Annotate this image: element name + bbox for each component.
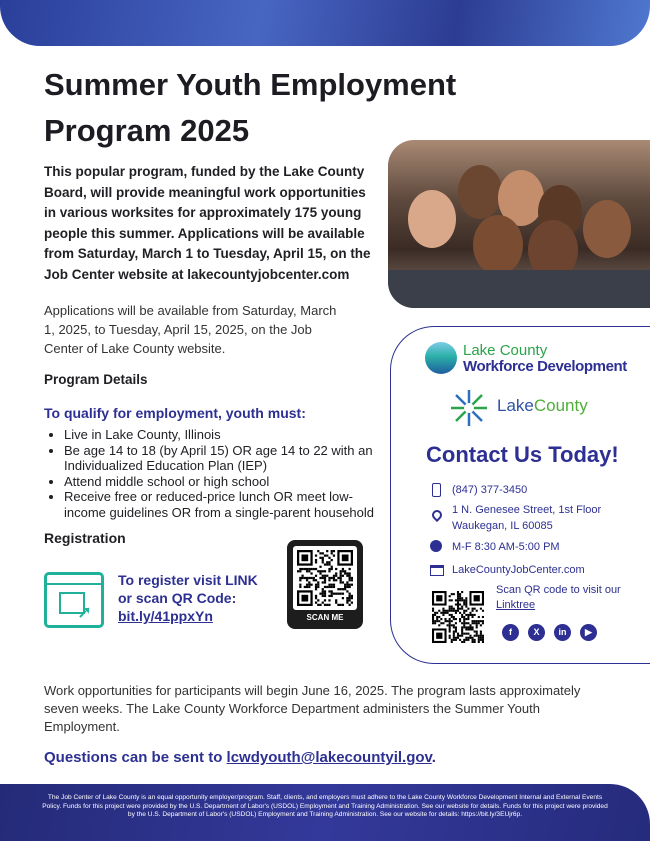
linktree-text <box>496 583 621 613</box>
main-column <box>44 62 457 640</box>
availability-text: Applications will be available from Saturday, March 1, 2025, to Tuesday, April 15, 2025, on the Job Center of Lake County website. <box>44 303 337 356</box>
starburst-icon <box>449 388 489 428</box>
questions-prefix: Questions can be sent to <box>44 749 227 766</box>
registration-link[interactable]: bit.ly/41ppxYn <box>118 608 213 624</box>
page-title: Summer Youth Employment Program 2025 <box>44 67 457 148</box>
youtube-icon[interactable]: ▶ <box>580 624 597 641</box>
email-link[interactable]: lcwdyouth@lakecountyil.gov <box>226 749 432 766</box>
header-banner <box>0 0 650 46</box>
register-line-1: To register visit LINK <box>118 572 258 588</box>
logo-line-2: Workforce Development <box>463 358 627 375</box>
questions-line <box>44 749 436 766</box>
qualify-heading: To qualify for employment, youth must: <box>44 405 306 421</box>
phone-number[interactable]: (847) 377-3450 <box>452 484 528 496</box>
linktree-link[interactable]: Linktree <box>496 599 536 611</box>
registration-row <box>44 548 384 640</box>
program-details-heading: Program Details <box>44 372 148 387</box>
registration-qr-card[interactable] <box>287 540 363 629</box>
logo-line-1: Lake County <box>463 342 548 359</box>
contact-heading: Contact Us Today! <box>426 442 619 467</box>
facebook-icon[interactable]: f <box>502 624 519 641</box>
logo-county: County <box>533 396 588 415</box>
registration-heading: Registration <box>44 530 126 546</box>
hours-text: M-F 8:30 AM-5:00 PM <box>452 541 560 553</box>
linktree-qr-code-icon[interactable] <box>432 591 484 643</box>
linkedin-icon[interactable]: in <box>554 624 571 641</box>
scan-me-label: SCAN ME <box>306 613 344 622</box>
intro-text: This popular program, funded by the Lake County Board, will provide meaningful work opportunities in various worksites for approximately 175 young people this summer. Applications will be available from Saturday, March 1 to Tuesday, April 15, on the Job Center website at lakecountyjobcenter.com <box>44 164 371 282</box>
qr-code-icon <box>297 550 353 606</box>
website-link[interactable]: LakeCountyJobCenter.com <box>452 564 585 576</box>
program-details-text: Work opportunities for participants will begin June 16, 2025. The program lasts approximately seven weeks. The Lake County Workforce Department administers the Summer Youth Employment. <box>44 683 581 734</box>
logo-lake: Lake <box>497 396 534 415</box>
requirements-list <box>64 427 374 520</box>
address-line-1: 1 N. Genesee Street, 1st Floor <box>452 504 602 516</box>
web-click-icon: ➚ <box>44 572 104 628</box>
list-item: • Be age 14 to 18 (by April 15) OR age 14 to 22 with an Individualized Education Plan (IEP) <box>64 443 374 474</box>
browser-icon <box>430 565 444 576</box>
list-item: • Attend middle school or high school <box>64 474 374 490</box>
registration-text <box>118 571 278 625</box>
list-item: • Receive free or reduced-price lunch OR meet low-income guidelines OR from a single-parent household <box>64 489 374 520</box>
list-item: • Live in Lake County, Illinois <box>64 427 374 443</box>
footer <box>0 784 650 841</box>
x-twitter-icon[interactable]: X <box>528 624 545 641</box>
register-line-2: or scan QR Code: <box>118 590 237 606</box>
questions-suffix: . <box>431 749 436 766</box>
clock-icon <box>430 540 442 552</box>
scan-text: Scan QR code to visit our <box>496 584 621 596</box>
phone-icon <box>432 483 441 497</box>
footer-disclaimer: The Job Center of Lake County is an equal opportunity employer/program. Staff, clients, and employers must adhere to the Lake County Workforce Development Internal and External Events Policy. Funds for this project were provided by the U.S. Department of Labor's (USDOL) Employment and Training Administration. See our website for details. Funds for this project were provided by the U.S. Department of Labor's (USDOL) Employment and Training Administration. See our website for details: https://bit.ly/3EUjr6p. <box>42 794 608 818</box>
lake-county-logo <box>449 388 588 433</box>
youth-group-photo <box>388 140 650 308</box>
address-line-2: Waukegan, IL 60085 <box>452 520 553 532</box>
